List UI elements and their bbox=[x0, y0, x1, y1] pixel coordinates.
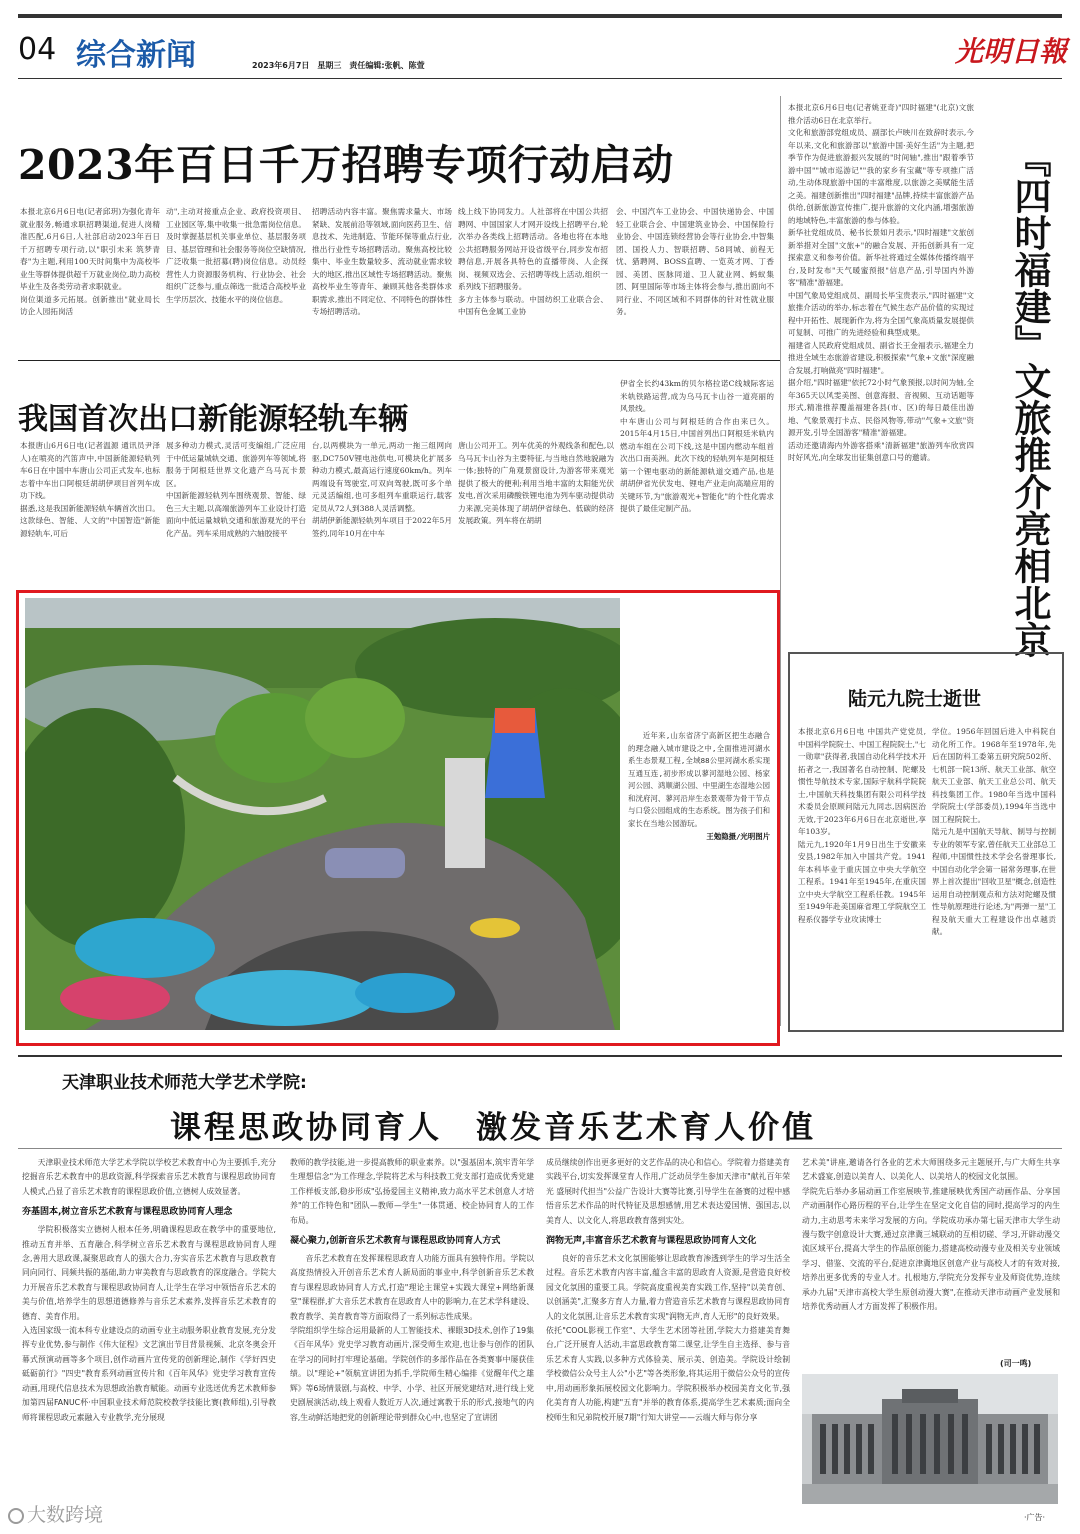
article2-col-3: 台,以两模块为一单元,两动一拖三组网向驱,DC750V锂电池供电,可模块化扩展多种动力模式,最高运行速度60km/h。列车两端设有驾驶室,可双向驾驶,既可多个单元灵活编组,也可多组列车重联运行,载客定员从72人到388人灵活调整。 胡胡伊新能源轻轨列车项目于2022年5月签约,同年10月在中车 bbox=[312, 441, 452, 538]
article1-col-4: 线上线下协同发力。人社部将在中国公共招聘网、中国国家人才网开设线上招聘平台,轮次举办各类线上招聘活动。各地也将在本地公共招聘服务网站开设省级平台,同步发布招聘信息,开展各具特色的直播带岗、人企探岗、视频双选会、云招聘等线上活动,组织一系列线下招聘服务。 多方主体参与联动。中国纺织工业联合会、中国有色金属工业协 bbox=[458, 207, 608, 316]
obituary-title: 陆元九院士逝世 bbox=[848, 688, 982, 710]
date-line: 2023年6月7日 星期三 责任编辑:张帆、陈萱 bbox=[252, 61, 425, 70]
newspaper-logo: 光明日報 bbox=[955, 35, 1068, 68]
watermark bbox=[8, 1500, 103, 1527]
ad-label: ·广告· bbox=[1024, 1513, 1046, 1522]
photo-caption-text: 近年来,山东省济宁高新区把生态融合的理念融入城市建设之中,全面推进河湖水系生态景观工程,全域88公里河湖水系实现互通互连,初步形成以蓼河湿地公园、杨家河公园、鸿顺湖公园、中里湖生态湿地公园和洸府河、蓼河沿岸生态景观带为骨干节点与口袋公园组成的生态系统。图为孩子们和家长在当地公园游玩。 bbox=[628, 731, 770, 828]
article1-col-2: 动",主动对接重点企业、政府投资项目、工业园区等,集中收集一批急需岗位信息。及时掌握基层机关事业单位、基层服务项目、基层管理和社会服务等岗位空缺情况,广泛收集一批招募(聘)岗位信息。动员经营性人力资源服务机构、行业协会、社会组织广泛参与,重点筛选一批适合高校毕业生学历层次、技能水平的岗位信息。 bbox=[166, 207, 306, 304]
feature-author: (司一鸣) bbox=[1000, 1359, 1032, 1368]
feature-col-3 bbox=[546, 1156, 790, 1516]
obituary-col-2: 学位。1956年回国后进入中科院自动化所工作。1968年至1978年,先后在国防科工委第五研究院502所、七机部一院13所、航天工业部、航空航天工业部、航天工业总公司、航天科技集团工作。1980年当选中国科学院院士(学部委员),1994年当选中国工程院院士。 陆元九是中国航天导航、制导与控制专业的领军专家,曾任航天工业部总工程师,中国惯性技术学会名誉理事长,中国自动化学会第一届常务理事,在世界上首次提出"回收卫星"概念,创造性运用自动控制观点和方法对陀螺及惯性导航原理进行论述,为"两弹一星"工程及航天重大工程建设作出卓越贡献。 bbox=[932, 727, 1056, 936]
feature-headline: 课程思政协同育人 激发音乐艺术育人价值 bbox=[170, 1110, 816, 1146]
photo-caption bbox=[628, 730, 770, 880]
feature-subhead-1: 夯基固本,树立音乐艺术教育与课程思政协同育人理念 bbox=[22, 1207, 233, 1218]
park-photo bbox=[25, 598, 620, 1030]
feature-top-rule bbox=[18, 1055, 1062, 1057]
article2-col-5-top: 伊省全长约43km的贝尔格拉诺C线城际客运米轨铁路运营,成为乌马瓦卡山谷一道亮丽的风景线。 中车唐山公司与阿根廷的合作由来已久。2015年4月15日,中国首列出口阿根廷米轨内燃动车组在公司下线,这是中国内燃动车组首次出口南美洲。此次下线的轻轨列车是阿根廷第一个锂电驱动的新能源轨道交通产品,也是胡胡伊省光伏发电、锂电产业走向高端应用的关键环节,为"旅游观光+智能化"的个性化需求提供了最佳定制产品。 bbox=[620, 379, 774, 513]
article2-col-4: 唐山公司开工。列车优美的外观线条和配色,以乌马瓦卡山谷为主要特征,与当地自然地貌融为一体;独特的广角观景窗设计,为游客带来观光提供了极大的便利;利用当地丰富的太阳能光伏发电,首次采用磷酸铁锂电池为列车驱动提供动力来源,完美体现了胡胡伊省绿色、低碳的经济发展政策。列车将在胡胡 bbox=[458, 441, 614, 525]
feature-col-1 bbox=[22, 1156, 276, 1516]
section-title: 综合新闻 bbox=[76, 38, 196, 73]
campus-photo bbox=[802, 1374, 1058, 1504]
watermark-text: 大数跨境 bbox=[27, 1504, 104, 1526]
feature-col-3-body: 良好的音乐艺术文化氛围能够让思政教育渗透到学生的学习生活全过程。音乐艺术教育内容丰富,蕴含丰富的思政育人资源,是营造良好校园文化氛围的重要工具。学院高度重视美育实践工作,坚持"以美育创、以创涵美",汇聚多方育人力量,着力营造音乐艺术教育与课程思政协同育人的文化氛围,让音乐艺术教育实现"润物无声,育人无形"的良好效果。 依托"COOL影视工作室"、大学生艺术团等社团,学院大力搭建美育舞台,广泛开展育人活动,丰富思政教育第二课堂,让学生自主选择、参与音乐艺术育人实践,以多种方式体验美、展示美、创造美。学院设计绘制学校微信公众号主人公"小艺"等各类形象,将其运用于微信公众号的宣传中,用动画形象拓展校园文化影响力。学院积极举办校园美育文化节,强化美育育人功能,构建"五育"并举的教育体系,提高学生艺术素质;面向全校师生和兄弟院校开展7期"行知大讲堂——云端大师与你分享 bbox=[546, 1254, 790, 1422]
article2-headline: 我国首次出口新能源轻轨车辆 bbox=[18, 402, 408, 437]
side-article-body: 本报北京6月6日电(记者姚亚奇)"四时福建"(北京)文旅推介活动6日在北京举行。 文化和旅游部党组成员、副部长卢映川在致辞时表示,今年以来,文化和旅游部以"旅游中国·美好生活"为主题,把季节作为促进旅游振兴发展的"时间轴",推出"跟着季节游中国""城市巡游记""我的家乡有宝藏"等专项推广活动,生动体现旅游中国的丰富维度,以旅游之美赋能生活之美。福建创新推出"四时福建"品牌,持续丰富旅游产品供给,创新旅游宣传推广,提升旅游的文化内涵,增强旅游的地域特色,丰富旅游的参与体验。 新华社党组成员、秘书长景如月表示,"四时福建"文旅创新举措对全国"文旅+"的融合发展、开拓创新具有一定探索意义和参考价值。新华社将通过全媒体传播终端平台,及时发布"天气暖蜜预报"信息产品,引导国内外游客"精准"游福建。 中国气象局党组成员、副局长毕宝贵表示,"四时福建"文旅推介活动的举办,标志着在气候生态产品价值的实现过程中开拓性、展现新作为,将为全国气象高质量发展提供可复制、可推广的先进经验和典型成果。 福建省人民政府党组成员、副省长王金福表示,福建全力推进全域生态旅游省建设,积极探索"气象+文旅"深度融合发展,打响做亮"四时福建"。 据介绍,"四时福建"依托72小时气象预报,以时间为轴,全年365天以风雯美图、创意海报、音视频、互动话题等形式,精准推荐覆盖福建各县(市、区)的每日最佳出游地、气象景观打卡点、民俗风物等,带动"气象+文旅"资源开发,引导全国游客"精准"游福建。 活动还邀请海内外游客搭乘"清新福建"旅游列车欣赏四时好风光,向全球发出征集创意口号的邀请。 bbox=[788, 103, 974, 462]
watermark-logo-icon bbox=[8, 1508, 24, 1524]
photo-credit: 王勉隐摄/光明图片 bbox=[706, 832, 770, 841]
campus-building-image bbox=[802, 1374, 1058, 1504]
feature-col-4 bbox=[802, 1156, 1060, 1354]
park-aerial-image bbox=[25, 598, 620, 1030]
feature-col-4-body: 艺术美"讲座,邀请各行各业的艺术大师围绕多元主题展开,与广大师生共享艺术盛宴,创造以美育人、以美化人、以美培人的校园文化氛围。 学院先后举办多届动画工作室展映节,推建展映优秀国产动画作品、分享国产动画制作心路历程的平台,让学生在坚定文化自信的同时,提高学习的内生动力,主动思考未来学习发展的方向。学院成功承办第七届天津市大学生动漫与数字创意设计大赛,通过京津冀三城联动的互相切磋、学习,开辟动漫交流区域平台,提高大学生的作品原创能力,搭建高校动漫专业及相关专业领域学习、借鉴、交流的平台,促进京津冀地区创意产业与高校人才的有效对接,培养出更多优秀的专业人才。扎根地方,学院充分发挥专业及师资优势,连续承办九届"天津市高校大学生原创动漫大赛",在推动天津市动画产业发展和培养优秀动画人才方面发挥了积极作用。 bbox=[802, 1158, 1060, 1312]
masthead-bottom-rule bbox=[18, 78, 1062, 79]
feature-col-2-body: 音乐艺术教育在发挥课程思政育人功能方面具有独特作用。学院以高度热情投入开创音乐艺术育人新局面的事业中,科学创新音乐艺术教育与课程思政协同育人方式,打造"理论主课堂+实践大课堂+网络新课堂"课程群,扩大音乐艺术教育在思政育人中的影响力,在艺术学科建设、教育教学、美育教育等方面取得了一系列标志性成果。 学院组织学生综合运用最新的人工智能技术、裸眼3D技术,创作了19集《百年风华》党史学习教育动画片,深受师生欢迎,也让参与创作的团队在学习的同时打牢理论基础。学院创作的多部作品在各类赛事中屡获佳绩。以"理论+"领航宣讲团为抓手,学院师生精心编排《觉醒年代之雄辉》等6场情景剧,与高校、中学、小学、社区开展党建结对,进行线上党史剧展演活动,线上观看人数近万人次,通过寓教于乐的形式,接地气的内容,生动鲜活地把党的创新理论带到群众心中,也坚定了宣讲团 bbox=[290, 1254, 534, 1422]
article1-headline: 2023年百日千万招聘专项行动启动 bbox=[18, 141, 674, 189]
feature-kicker: 天津职业技术师范大学艺术学院: bbox=[62, 1073, 307, 1093]
page-number: 04 bbox=[18, 32, 57, 67]
article2-col-1: 本报唐山6月6日电(记者温源 通讯员尹泽人)在喷亮的汽笛声中,中国新能源轻轨列车6日在中国中车唐山公司正式发车,也标志着中车出口阿根廷胡胡伊项目首列车成功下线。 据悉,这是我国新能源轻轨车辆首次出口。这款绿色、智能、人文的"中国智造"新能源轻轨车,可后 bbox=[20, 441, 160, 538]
feature-subhead-2: 凝心聚力,创新音乐艺术教育与课程思政协同育人方式 bbox=[290, 1236, 501, 1247]
right-column-divider bbox=[780, 96, 781, 1026]
feature-col-1-body: 学院积极落实立德树人根本任务,明确课程思政在教学中的重要地位,推动五育并举、五育融合,科学树立音乐艺术教育与课程思政协同育人理念,善用大思政课,凝聚思政育人的强大合力,夯实音乐艺术教育与思政教育同向同行、同频共振的基础,助力审美教育与思政教育的深度融合。学院大力开展音乐艺术教育与课程思政协同育人,让学生在学习中领悟音乐艺术的美与价值,培养学生的思想道德修养与音乐艺术素养,发挥音乐艺术教育的德育、美育作用。 入选国家级一流本科专业建设点的动画专业主动服务职业教育发展,充分发挥专业优势,参与制作《伟大征程》文艺演出节目背景视频、北京冬奥会开幕式预演动画等多个项目,创作动画片宣传党的创新理论,制作《学好四史砥砺前行》"四史"教育系列动画宣传片和《百年风华》党史学习教育宣传动画,用现代信息技术为思想政治教育赋能。动画专业选送优秀艺术教师参加第四届FANUC杯·中国职业技术师范院校教学技能比赛(教师组),引导教师将课程思政元素融入专业教学,充分展现 bbox=[22, 1225, 276, 1422]
feature-col-2-top: 教师的教学技能,进一步提高教师的职业素养。以"强基固本,筑牢青年学生理想信念"为工作理念,学院将艺术与科技教工党支部打造成优秀党建工作样板支部,稳步形成"弘扬爱国主义精神,致力高水平艺术创意人才培养"的工作特色和"团队—教师—学生"一体贯通、校企协同育人的工作布局。 bbox=[290, 1158, 534, 1225]
side-article-headline: 『四时福建』文旅推介亮相北京 bbox=[1008, 140, 1052, 658]
masthead-top-rule bbox=[18, 14, 1062, 18]
feature-subhead-3: 润物无声,丰富音乐艺术教育与课程思政协同育人文化 bbox=[546, 1236, 757, 1247]
article1-col-3: 招聘活动内容丰富。聚焦需求量大、市场紧缺、发展前沿等领域,面向医药卫生、信息技术、先进制造、节能环保等重点行业,推出行业性专场招聘活动。聚焦高校比较集中、毕业生数量较多、流动就业需求较大的地区,推出区域性专场招聘活动。聚焦高校毕业生等青年、兼顾其他各类群体求职需求,推出不同定位、不同特色的群体性专场招聘活动。 bbox=[312, 207, 452, 316]
article2-col-2: 展多种动力模式,灵活可变编组,广泛应用于中低运量城轨交通、旅游列车等领域,将服务于阿根廷世界文化遗产乌马瓦卡景区。 中国新能源轻轨列车围绕观景、智能、绿色三大主题,以高端旅游列车工业设计打造面向中低运量城轨交通和旅游观光的平台化产品。列车采用成熟的六轴胶接平 bbox=[166, 441, 306, 538]
obituary-col-1: 本报北京6月6日电 中国共产党党员,中国科学院院士、中国工程院院士,"七一勋章"获得者,我国自动化科学技术开拓者之一,我国著名自动控制、陀螺及惯性导航技术专家,国际宇航科学院院士,中国航天科技集团有限公司科学技术委员会原顾问陆元九同志,因病医治无效,于2023年6月6日在北京逝世,享年103岁。 陆元九,1920年1月9日出生于安徽来安县,1982年加入中国共产党。1941年本科毕业于重庆国立中央大学航空工程系。1941年至1945年,在重庆国立中央大学航空工程系任教。1945年至1949年赴美国麻省理工学院航空工程系仪器学专业攻读博士 bbox=[798, 727, 926, 924]
feature-col-3-top: 成员继续创作出更多更好的文艺作品的决心和信心。学院着力搭建美育实践平台,切实发挥课堂育人作用,广泛动员学生参加天津市"献礼百年荣光 盛展时代担当"公益广告设计大赛等比赛,引导学生在备赛的过程中感悟音乐艺术作品的时代特征及思想感情,用艺术表达爱国情、强国志,以美育人、以文化人,将思政教育落到实处。 bbox=[546, 1158, 790, 1225]
feature-intro: 天津职业技术师范大学艺术学院以学校艺术教育中心为主要抓手,充分挖掘音乐艺术教育中的思政资源,科学探索音乐艺术教育与课程思政协同育人模式,凸显了音乐艺术教育的课程思政价值,立德树人成效显著。 bbox=[22, 1158, 276, 1196]
feature-headline-rule bbox=[18, 1148, 1062, 1149]
article1-col-1: 本报北京6月6日电(记者邱玥)为强化青年就业服务,畅通求职招聘渠道,促进人岗精准匹配,6月6日,人社部启动2023年百日千万招聘专项行动,以"职引未来 筑梦青春"为主题,利用100天时间集中为高校毕业生等群体提供超千万就业岗位,助力高校毕业生及各类劳动者求职就业。 岗位渠道多元拓展。创新推出"就业局长访企人园拓岗活 bbox=[20, 207, 160, 316]
feature-col-2 bbox=[290, 1156, 534, 1516]
article1-col-5: 会、中国汽车工业协会、中国快递协会、中国轻工业联合会、中国建筑业协会、中国保险行业协会、中国连锁经营协会等行业协会,中智集团、国投人力、智联招聘、58同城、前程无忧、猎聘网、BOSS直聘、一览英才网、丁香园、美团、医脉同道、卫人就业网、蚂蚁集团、阿里国际等市场主体将会参与,推出面向不同行业、不同区域和不同群体的针对性就业服务。 bbox=[616, 207, 774, 316]
article1-divider bbox=[18, 360, 780, 361]
